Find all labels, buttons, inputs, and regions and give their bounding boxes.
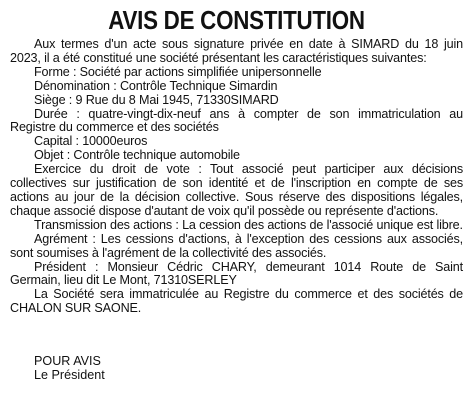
agrement-paragraph: Agrément : Les cessions d'actions, à l'exception des cessions aux associés, sont soumises à l'agrément de la collectivité des associés. xyxy=(10,231,463,260)
notice-body xyxy=(10,38,463,316)
duree-paragraph: Durée : quatre-vingt-dix-neuf ans à compter de son immatriculation au Registre du commerce et des sociétés xyxy=(10,106,463,135)
siege-line: Siège : 9 Rue du 8 Mai 1945, 71330SIMARD xyxy=(34,92,279,107)
immatriculation-paragraph: La Société sera immatriculée au Registre du commerce et des sociétés de CHALON SUR SAONE. xyxy=(10,287,463,316)
forme-line: Forme : Société par actions simplifiée unipersonnelle xyxy=(34,64,322,79)
transmission-line: Transmission des actions : La cession des actions de l'associé unique est libre. xyxy=(34,217,463,232)
denomination-line: Dénomination : Contrôle Technique Simardin xyxy=(34,78,278,93)
capital-line: Capital : 10000euros xyxy=(34,134,148,149)
signatory-text: Le Président xyxy=(34,368,105,383)
closing-text: POUR AVIS xyxy=(34,354,101,369)
intro-paragraph: Aux termes d'un acte sous signature privée en date à SIMARD du 18 juin 2023, il a été constitué une société présentant les caractéristiques suivantes: xyxy=(10,37,463,65)
legal-notice xyxy=(10,6,463,382)
notice-title: AVIS DE CONSTITUTION xyxy=(108,5,365,35)
signature-block xyxy=(10,354,463,382)
objet-line: Objet : Contrôle technique automobile xyxy=(34,148,240,163)
vote-paragraph: Exercice du droit de vote : Tout associé peut participer aux décisions collectives sur justification de son identité et de l'inscription en compte de ses actions au jour de la décision collective. Sous réserve des dispositions légales, chaque associé dispose d'autant de voix qu'il possède ou représente d'actions. xyxy=(10,162,463,218)
president-paragraph: Président : Monsieur Cédric CHARY, demeurant 1014 Route de Saint Germain, lieu dit Le Mont, 71310SERLEY xyxy=(10,259,463,288)
